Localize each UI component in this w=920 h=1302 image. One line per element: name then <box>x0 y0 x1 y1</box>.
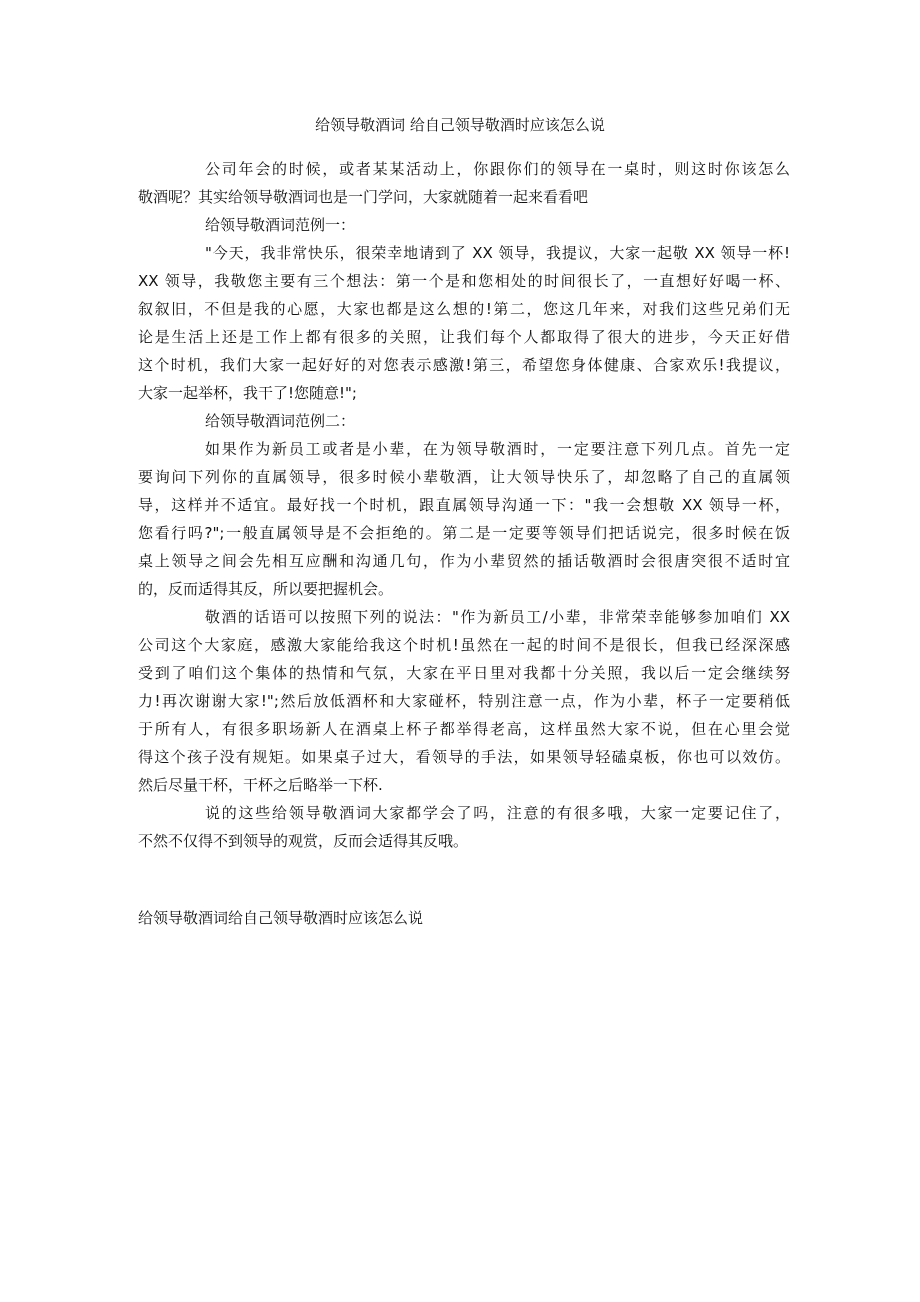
paragraph <box>138 407 790 435</box>
paragraph-line: 叙叙旧，不但是我的心愿，大家也都是这么想的!第二，您这几年来，对我们这些兄弟们无 <box>138 300 790 318</box>
paragraph-line: 公司这个大家庭，感激大家能给我这个时机!虽然在一起的时间不是很长，但我已经深深感 <box>138 636 790 654</box>
paragraph-line: 要询问下列你的直属领导，很多时候小辈敬酒，让大领导快乐了，却忽略了自己的直属领 <box>138 468 790 486</box>
paragraph-line: "今天，我非常快乐，很荣幸地请到了 XX 领导，我提议，大家一起敬 XX 领导一杯! <box>205 244 790 262</box>
paragraph-line: 给领导敬酒词范例一： <box>205 216 356 234</box>
paragraph-line: 如果作为新员工或者是小辈，在为领导敬酒时，一定要注意下列几点。首先一定 <box>205 440 790 458</box>
paragraph-line: 您看行吗?";一般直属领导是不会拒绝的。第二是一定要等领导们把话说完，很多时候在饭 <box>138 524 790 542</box>
paragraph-line: 力!再次谢谢大家!";然后放低酒杯和大家碰杯，特别注意一点，作为小辈，杯子一定要稍低 <box>138 692 790 710</box>
paragraph <box>138 435 790 603</box>
paragraph-line: 大家一起举杯，我干了!您随意!"; <box>138 384 357 402</box>
paragraph-line: 给领导敬酒词范例二： <box>205 412 356 430</box>
document-title: 给领导敬酒词 给自己领导敬酒时应该怎么说 <box>315 116 605 134</box>
paragraph-line: 公司年会的时候，或者某某活动上，你跟你们的领导在一桌时，则这时你该怎么 <box>205 160 790 178</box>
paragraph-line: 论是生活上还是工作上都有很多的关照，让我们每个人都取得了很大的进步，今天正好借 <box>138 328 790 346</box>
paragraph <box>138 211 790 239</box>
paragraph-line: 说的这些给领导敬酒词大家都学会了吗，注意的有很多哦，大家一定要记住了， <box>205 804 790 822</box>
paragraph-line: 敬酒的话语可以按照下列的说法："作为新员工/小辈，非常荣幸能够参加咱们 XX <box>205 608 790 626</box>
document-footer-title: 给领导敬酒词给自己领导敬酒时应该怎么说 <box>138 909 424 927</box>
paragraph-line: 不然不仅得不到领导的观赏，反而会适得其反哦。 <box>138 832 469 850</box>
paragraph-line: 然后尽量干杯，干杯之后略举一下杯. <box>138 776 383 794</box>
paragraph-line: 这个时机，我们大家一起好好的对您表示感激!第三，希望您身体健康、合家欢乐!我提议， <box>138 356 790 374</box>
paragraph <box>138 155 790 211</box>
paragraph-line: 桌上领导之间会先相互应酬和沟通几句，作为小辈贸然的插话敬酒时会很唐突很不适时宜 <box>138 552 790 570</box>
paragraph-line: 的，反而适得其反，所以要把握机会。 <box>138 580 394 598</box>
document-body <box>138 155 790 855</box>
paragraph-line: 于所有人，有很多职场新人在酒桌上杯子都举得老高，这样虽然大家不说，但在心里会觉 <box>138 720 790 738</box>
paragraph-line: 受到了咱们这个集体的热情和气氛，大家在平日里对我都十分关照，我以后一定会继续努 <box>138 664 790 682</box>
paragraph <box>138 603 790 799</box>
paragraph <box>138 239 790 407</box>
paragraph-line: 导，这样并不适宜。最好找一个时机，跟直属领导沟通一下："我一会想敬 XX 领导一杯， <box>138 496 790 514</box>
paragraph-line: XX 领导，我敬您主要有三个想法：第一个是和您相处的时间很长了，一直想好好喝一杯、 <box>138 272 790 290</box>
paragraph <box>138 799 790 855</box>
paragraph-line: 得这个孩子没有规矩。如果桌子过大，看领导的手法，如果领导轻磕桌板，你也可以效仿。 <box>138 748 790 766</box>
paragraph-line: 敬酒呢？其实给领导敬酒词也是一门学问，大家就随着一起来看看吧 <box>138 188 589 206</box>
